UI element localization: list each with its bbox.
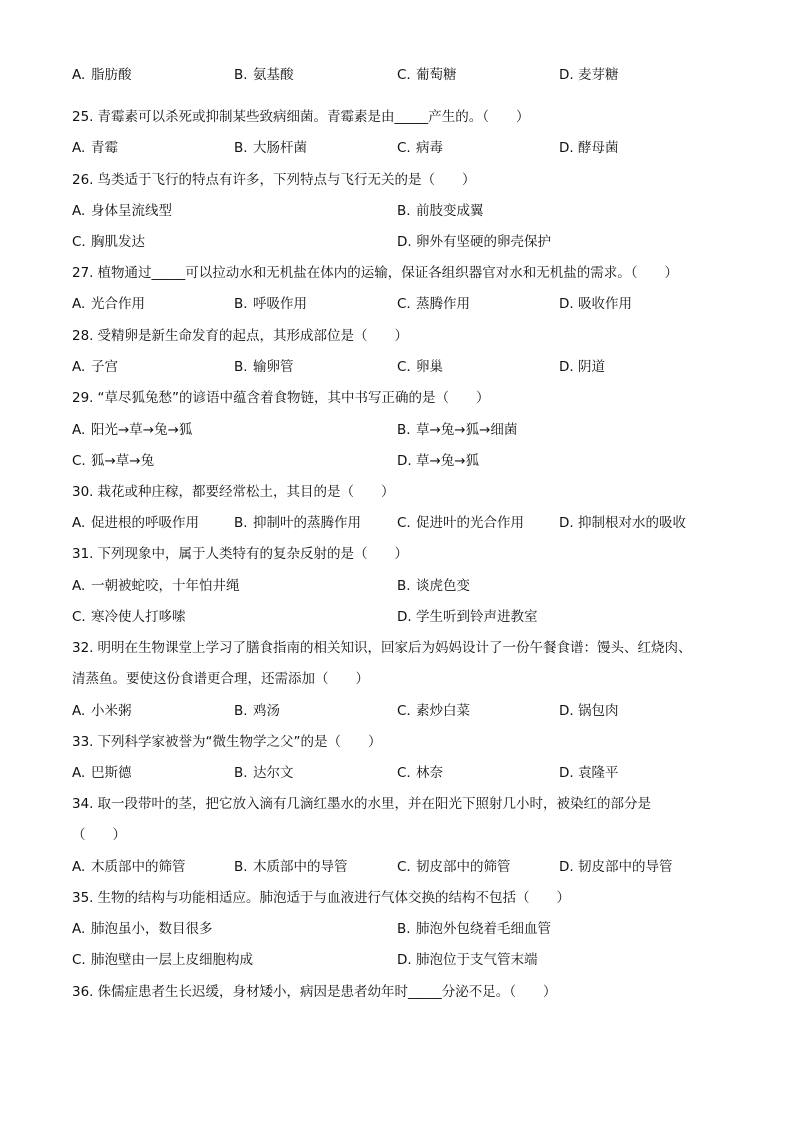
option-c: C. 肺泡壁由一层上皮细胞构成 [72, 952, 253, 968]
option-b: B. 鸡汤 [234, 703, 280, 719]
option-b: B. 草→兔→狐→细菌 [397, 422, 518, 438]
question-34: 34. 取一段带叶的茎，把它放入滴有几滴红墨水的水里，并在阳光下照射几小时，被染红的部分是 [72, 796, 651, 812]
option-c: C. 促进叶的光合作用 [397, 515, 524, 531]
option-b: B. 氨基酸 [234, 67, 294, 83]
option-row [72, 700, 732, 722]
option-c: C. 胸肌发达 [72, 234, 145, 250]
question-31: 31. 下列现象中，属于人类特有的复杂反射的是（ ） [72, 546, 408, 562]
option-a: A. 光合作用 [72, 296, 145, 312]
option-d: D. 锅包肉 [559, 703, 619, 719]
option-d: D. 酵母菌 [559, 140, 619, 156]
option-d: D. 阴道 [559, 359, 605, 375]
option-b: B. 大肠杆菌 [234, 140, 307, 156]
option-b: B. 前肢变成翼 [397, 203, 484, 219]
option-row [72, 512, 732, 534]
option-row [72, 64, 732, 86]
option-a: A. 木质部中的筛管 [72, 859, 186, 875]
option-a: A. 身体呈流线型 [72, 203, 172, 219]
option-b: B. 达尔文 [234, 765, 294, 781]
option-a: A. 巴斯德 [72, 765, 132, 781]
option-c: C. 素炒白菜 [397, 703, 470, 719]
question-33: 33. 下列科学家被誉为“微生物学之父”的是（ ） [72, 734, 382, 750]
option-d: D. 草→兔→狐 [397, 453, 480, 469]
option-row [72, 231, 732, 253]
option-d: D. 学生听到铃声进教室 [397, 609, 538, 625]
option-row [72, 419, 732, 441]
question-32-continued: 清蒸鱼。要使这份食谱更合理，还需添加（ ） [72, 671, 369, 687]
option-d: D. 麦芽糖 [559, 67, 619, 83]
option-row [72, 606, 732, 628]
question-32: 32. 明明在生物课堂上学习了膳食指南的相关知识，回家后为妈妈设计了一份午餐食谱：馒头、红烧肉、 [72, 640, 692, 656]
option-d: D. 抑制根对水的吸收 [559, 515, 686, 531]
option-row [72, 200, 732, 222]
question-29: 29. “草尽狐兔愁”的谚语中蕴含着食物链，其中书写正确的是（ ） [72, 390, 490, 406]
option-row [72, 137, 732, 159]
question-26: 26. 鸟类适于飞行的特点有许多，下列特点与飞行无关的是（ ） [72, 172, 476, 188]
option-row [72, 575, 732, 597]
option-c: C. 卵巢 [397, 359, 443, 375]
option-b: B. 输卵管 [234, 359, 294, 375]
option-b: B. 呼吸作用 [234, 296, 307, 312]
option-d: D. 肺泡位于支气管末端 [397, 952, 538, 968]
option-c: C. 韧皮部中的筛管 [397, 859, 511, 875]
option-d: D. 卵外有坚硬的卵壳保护 [397, 234, 551, 250]
option-b: B. 肺泡外包绕着毛细血管 [397, 921, 551, 937]
question-34-continued: （ ） [72, 827, 126, 843]
option-a: A. 肺泡虽小，数目很多 [72, 921, 213, 937]
option-a: A. 阳光→草→兔→狐 [72, 422, 193, 438]
option-a: A. 脂肪酸 [72, 67, 132, 83]
option-a: A. 青霉 [72, 140, 118, 156]
question-25: 25. 青霉素可以杀死或抑制某些致病细菌。青霉素是由_____产生的。（ ） [72, 109, 530, 125]
option-row [72, 762, 732, 784]
option-row [72, 293, 732, 315]
option-c: C. 葡萄糖 [397, 67, 457, 83]
question-30: 30. 栽花或种庄稼，都要经常松土，其目的是（ ） [72, 484, 395, 500]
option-c: C. 病毒 [397, 140, 443, 156]
question-28: 28. 受精卵是新生命发育的起点，其形成部位是（ ） [72, 328, 408, 344]
option-b: B. 谈虎色变 [397, 578, 470, 594]
option-a: A. 促进根的呼吸作用 [72, 515, 199, 531]
option-c: C. 寒冷使人打哆嗦 [72, 609, 186, 625]
question-27: 27. 植物通过_____可以拉动水和无机盐在体内的运输，保证各组织器官对水和无机盐的需求。（ ） [72, 265, 678, 281]
question-35: 35. 生物的结构与功能相适应。肺泡适于与血液进行气体交换的结构不包括（ ） [72, 890, 570, 906]
option-d: D. 袁隆平 [559, 765, 619, 781]
option-a: A. 子宫 [72, 359, 118, 375]
option-a: A. 小米粥 [72, 703, 132, 719]
option-row [72, 856, 732, 878]
option-c: C. 林奈 [397, 765, 443, 781]
option-row [72, 450, 732, 472]
option-b: B. 木质部中的导管 [234, 859, 348, 875]
option-d: D. 吸收作用 [559, 296, 632, 312]
option-row [72, 918, 732, 940]
option-c: C. 狐→草→兔 [72, 453, 155, 469]
option-row [72, 949, 732, 971]
option-a: A. 一朝被蛇咬，十年怕井绳 [72, 578, 240, 594]
question-36: 36. 侏儒症患者生长迟缓，身材矮小，病因是患者幼年时_____分泌不足。（ ） [72, 984, 557, 1000]
option-row [72, 356, 732, 378]
option-d: D. 韧皮部中的导管 [559, 859, 673, 875]
option-c: C. 蒸腾作用 [397, 296, 470, 312]
option-b: B. 抑制叶的蒸腾作用 [234, 515, 361, 531]
